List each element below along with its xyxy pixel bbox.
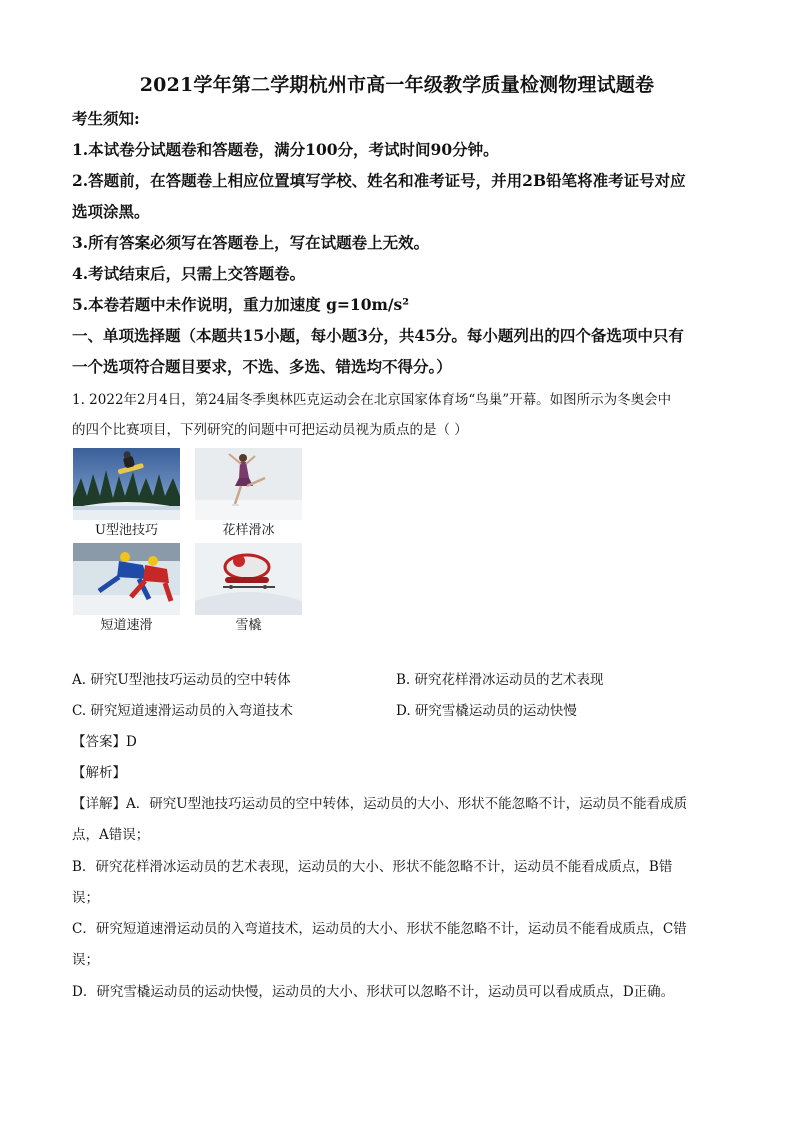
figure-skating-photo <box>195 448 302 520</box>
explanation-line: D．研究雪橇运动员的运动快慢，运动员的大小、形状可以忽略不计，运动员可以看成质点，D正确。 <box>72 984 675 1000</box>
notice-item-3: 3.所有答案必须写在答题卷上，写在试题卷上无效。 <box>72 233 430 252</box>
analysis-heading: 【解析】 <box>72 765 126 781</box>
section-heading-line1: 一、单项选择题（本题共15小题，每小题3分，共45分。每小题列出的四个备选项中只有 <box>72 326 684 345</box>
question-1-stem-line1: 1. 2022年2月4日，第24届冬季奥林匹克运动会在北京国家体育场“鸟巢”开幕。如图所示为冬奥会中 <box>72 392 672 408</box>
short-track-speed-skating-photo <box>73 543 180 615</box>
explanation-line: 误； <box>72 952 99 968</box>
notice-heading: 考生须知: <box>72 109 140 128</box>
explanation-line: 误； <box>72 890 99 906</box>
option-b: B. 研究花样滑冰运动员的艺术表现 <box>396 672 604 688</box>
notice-item-2: 2.答题前，在答题卷上相应位置填写学校、姓名和准考证号，并用2B铅笔将准考证号对应 <box>72 171 686 190</box>
option-c: C. 研究短道速滑运动员的入弯道技术 <box>72 703 293 719</box>
option-d: D. 研究雪橇运动员的运动快慢 <box>396 703 577 719</box>
image-caption: 雪橇 <box>235 618 262 633</box>
luge-photo <box>195 543 302 615</box>
answer-line: 【答案】D <box>72 734 137 750</box>
explanation-line: B．研究花样滑冰运动员的艺术表现，运动员的大小、形状不能忽略不计，运动员不能看成质点，B错 <box>72 859 673 875</box>
section-heading-line2: 一个选项符合题目要求，不选、多选、错选均不得分。） <box>72 357 452 376</box>
option-a: A. 研究U型池技巧运动员的空中转体 <box>72 672 291 688</box>
image-caption: 短道速滑 <box>100 618 153 633</box>
snowboard-halfpipe-photo <box>73 448 180 520</box>
notice-item-4: 4.考试结束后，只需上交答题卷。 <box>72 264 306 283</box>
image-caption: 花样滑冰 <box>222 523 275 538</box>
notice-item-2-cont: 选项涂黑。 <box>72 202 150 221</box>
explanation-line: 点，A错误； <box>72 827 150 843</box>
notice-item-1: 1.本试卷分试题卷和答题卷，满分100分，考试时间90分钟。 <box>72 140 499 159</box>
notice-item-5: 5.本卷若题中未作说明，重力加速度 g=10m/s² <box>72 295 410 314</box>
explanation-line: C．研究短道速滑运动员的入弯道技术，运动员的大小、形状不能忽略不计，运动员不能看成质点，C错 <box>72 921 687 937</box>
image-caption: U型池技巧 <box>95 523 158 538</box>
exam-title: 2021学年第二学期杭州市高一年级教学质量检测物理试题卷 <box>139 74 655 96</box>
explanation-line: 【详解】A．研究U型池技巧运动员的空中转体，运动员的大小、形状不能忽略不计，运动员不能看成质 <box>72 796 688 812</box>
question-1-stem-line2: 的四个比赛项目，下列研究的问题中可把运动员视为质点的是（ ） <box>72 422 468 438</box>
